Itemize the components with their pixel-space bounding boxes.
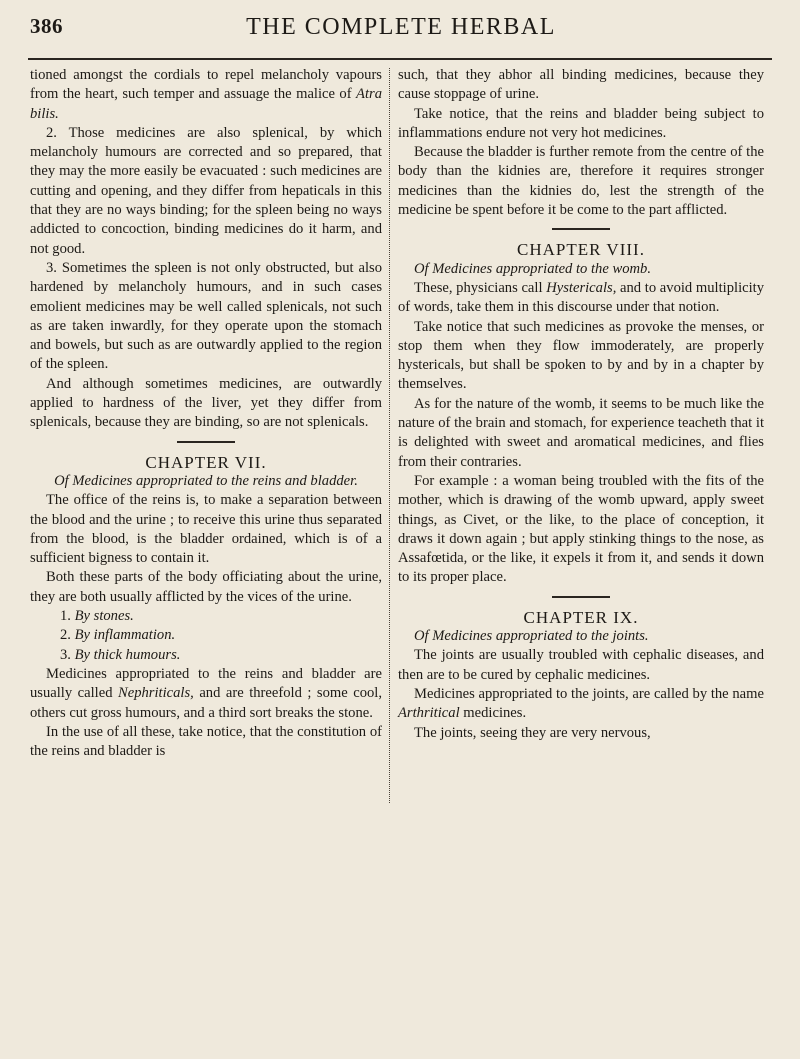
paragraph: Because the bladder is further remote from the centre of the body than the kidnies are, therefore it requires stronger medicines than the kidnies do, lest the strength of the medicine be spent before it be come to the part afflicted. xyxy=(398,144,764,219)
section-rule xyxy=(552,228,610,230)
section-rule xyxy=(552,596,610,598)
chapter-heading: CHAPTER VIII. xyxy=(517,240,645,260)
section-rule xyxy=(177,441,235,443)
paragraph: 2. Those medicines are also splenical, by which melancholy humours are corrected and so prepared, that they may the more easily be evacuated : such medicines are cutting and opening, and they differ from hepaticals in this that they are no ways binding; for the spleen being no ways addicted to concoction, binding medicines do it harm, and not good. xyxy=(30,124,382,257)
paragraph: The joints are usually troubled with cephalic diseases, and then are to be cured by cephalic medicines. xyxy=(398,647,764,683)
list-item: 1. By stones. xyxy=(60,608,134,625)
chapter-heading: CHAPTER VII. xyxy=(145,452,267,472)
paragraph: tioned amongst the cordials to repel melancholy vapours from the heart, such temper and assuage the malice of Atra bilis. xyxy=(30,67,382,122)
list-item: 3. By thick humours. xyxy=(60,646,181,663)
paragraph: And although sometimes medicines, are outwardly applied to hardness of the liver, yet they differ from splenicals, because they are binding, so are not splenicals. xyxy=(30,375,382,431)
column-divider xyxy=(389,68,390,803)
chapter-subtitle: Of Medicines appropriated to the joints. xyxy=(414,628,649,645)
chapter-subtitle: Of Medicines appropriated to the womb. xyxy=(414,260,651,277)
paragraph: 3. Sometimes the spleen is not only obstructed, but also hardened by melancholy humours, and in such cases emolient medicines may be well called splenicals, not such as are taken inwardly, for they operate upon the stomach and bowels, but such as are outwardly applied to the region of the spleen. xyxy=(30,259,382,373)
page-header xyxy=(30,14,772,54)
paragraph: Take notice, that the reins and bladder being subject to inflammations endure not very hot medicines. xyxy=(398,105,764,141)
right-column xyxy=(398,66,764,743)
paragraph: Take notice that such medicines as provoke the menses, or stop them when they flow immoderately, are properly hystericals, but shall be spoken to by and by in a chapter by themselves. xyxy=(398,318,764,393)
paragraph: As for the nature of the womb, it seems to be much like the nature of the brain and stomach, for experience teacheth that it is delighted with sweet and aromatical medicines, and flies from their contraries. xyxy=(398,395,764,470)
list-item: 2. By inflammation. xyxy=(60,627,176,644)
paragraph: The joints, seeing they are very nervous, xyxy=(414,724,651,741)
left-column xyxy=(30,66,382,761)
paragraph: Medicines appropriated to the joints, are called by the name Arthritical medicines. xyxy=(398,685,764,722)
running-title: THE COMPLETE HERBAL xyxy=(246,14,556,40)
paragraph: such, that they abhor all binding medicines, because they cause stoppage of urine. xyxy=(398,67,764,103)
paragraph: The office of the reins is, to make a separation between the blood and the urine ; to receive this urine thus separated from the blood, is the bladder ordained, which is of a sufficient bigness to contain it. xyxy=(30,492,382,567)
paragraph: For example : a woman being troubled with the fits of the mother, which is drawing of the womb upward, apply sweet things, as Civet, or the like, to the place of conception, it draws it down again ; but apply stinking things to the nose, as Assafœtida, or the like, it expels it from it, and sends it down to its proper place. xyxy=(398,472,764,586)
affliction-list xyxy=(30,607,382,665)
paragraph: Both these parts of the body officiating about the urine, they are both usually afflicted by the vices of the urine. xyxy=(30,569,382,605)
chapter-subtitle: Of Medicines appropriated to the reins and bladder. xyxy=(54,472,358,489)
paragraph: Medicines appropriated to the reins and bladder are usually called Nephriticals, and are threefold ; some cool, others cut gross humours, and a third sort breaks the stone. xyxy=(30,665,382,721)
paragraph: These, physicians call Hystericals, and to avoid multiplicity of words, take them in this discourse under that notion. xyxy=(398,279,765,316)
chapter-heading: CHAPTER IX. xyxy=(523,607,639,627)
paragraph: In the use of all these, take notice, that the constitution of the reins and bladder is xyxy=(30,723,382,760)
page-number: 386 xyxy=(30,14,63,38)
header-rule xyxy=(28,58,772,60)
